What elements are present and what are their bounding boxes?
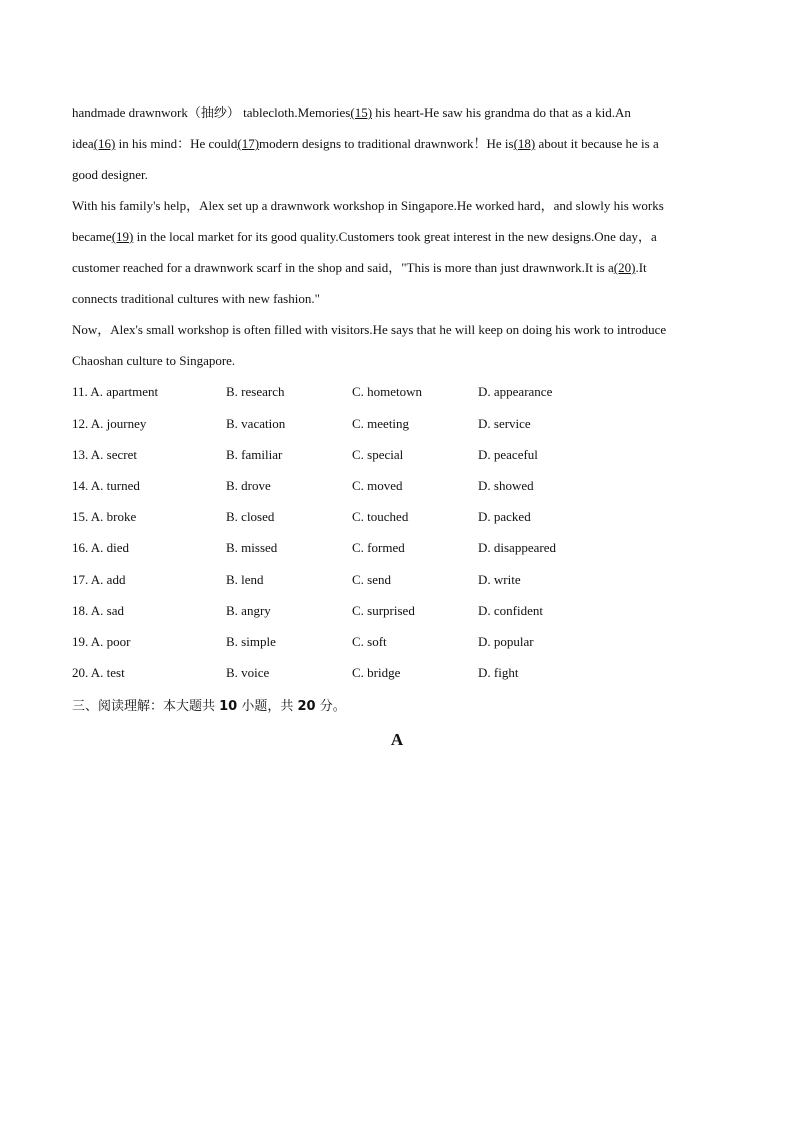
question-row	[72, 384, 722, 406]
option-b: B. drove	[226, 478, 271, 493]
option-a: 14. A. turned	[72, 478, 140, 493]
question-row	[72, 447, 722, 469]
option-a: 11. A. apartment	[72, 384, 159, 399]
option-b: B. familiar	[226, 447, 283, 462]
option-c: C. formed	[352, 540, 405, 555]
option-b: B. research	[226, 384, 285, 399]
passage-line: good designer.	[72, 167, 148, 182]
option-a: 13. A. secret	[72, 447, 137, 462]
option-d: D. appearance	[478, 384, 553, 399]
option-d: D. disappeared	[478, 540, 556, 555]
option-b: B. vacation	[226, 416, 286, 431]
option-c: C. touched	[352, 509, 409, 524]
option-d: D. confident	[478, 603, 543, 618]
blank-17: (17)	[237, 136, 260, 151]
option-d: D. write	[478, 572, 521, 587]
blank-16: (16)	[93, 136, 116, 151]
option-b: B. voice	[226, 665, 270, 680]
blank-19: (19)	[111, 229, 134, 244]
option-d: D. service	[478, 416, 531, 431]
passage-line: idea(16) in his mind：He could(17)modern designs to traditional drawnwork！He is(18) about it because he is a	[72, 136, 659, 151]
option-b: B. angry	[226, 603, 271, 618]
option-a: 18. A. sad	[72, 603, 124, 618]
passage-line: With his family's help，Alex set up a drawnwork workshop in Singapore.He worked hard，and slowly his works	[72, 198, 664, 213]
passage-line: Now，Alex's small workshop is often filled with visitors.He says that he will keep on doing his work to introduce	[72, 322, 667, 337]
option-c: C. surprised	[352, 603, 415, 618]
option-a: 12. A. journey	[72, 416, 147, 431]
question-row	[72, 509, 722, 531]
passage-line: customer reached for a drawnwork scarf in the shop and said，"This is more than just drawnwork.It is a(20).It	[72, 260, 647, 275]
question-row	[72, 540, 722, 562]
part-heading: A	[390, 730, 404, 749]
option-a: 16. A. died	[72, 540, 130, 555]
option-b: B. missed	[226, 540, 278, 555]
option-b: B. simple	[226, 634, 276, 649]
passage-paragraph-2	[72, 190, 722, 314]
option-c: C. meeting	[352, 416, 410, 431]
passage-line: connects traditional cultures with new fashion."	[72, 291, 320, 306]
section-title: 三、阅读理解：本大题共 10 小题，共 20 分。	[72, 699, 346, 714]
blank-18: (18)	[513, 136, 536, 151]
question-row	[72, 603, 722, 625]
passage-line: handmade drawnwork（抽纱） tablecloth.Memories(15) his heart-He saw his grandma do that as a kid.An	[72, 105, 631, 120]
option-a: 19. A. poor	[72, 634, 131, 649]
passage-line: became(19) in the local market for its good quality.Customers took great interest in the new designs.One day，a	[72, 229, 657, 244]
option-a: 15. A. broke	[72, 509, 137, 524]
option-c: C. send	[352, 572, 391, 587]
option-a: 20. A. test	[72, 665, 125, 680]
option-c: C. hometown	[352, 384, 423, 399]
question-row	[72, 665, 722, 687]
option-d: D. peaceful	[478, 447, 538, 462]
option-d: D. popular	[478, 634, 534, 649]
option-b: B. lend	[226, 572, 264, 587]
question-row	[72, 478, 722, 500]
question-row	[72, 416, 722, 438]
option-d: D. fight	[478, 665, 519, 680]
question-row	[72, 634, 722, 656]
option-c: C. moved	[352, 478, 403, 493]
option-d: D. showed	[478, 478, 534, 493]
option-d: D. packed	[478, 509, 531, 524]
option-a: 17. A. add	[72, 572, 126, 587]
option-c: C. special	[352, 447, 404, 462]
blank-20: (20)	[613, 260, 636, 275]
option-c: C. soft	[352, 634, 387, 649]
option-c: C. bridge	[352, 665, 401, 680]
passage-paragraph-1	[72, 97, 722, 190]
passage-line: Chaoshan culture to Singapore.	[72, 353, 236, 368]
blank-15: (15)	[350, 105, 373, 120]
question-row	[72, 572, 722, 594]
passage-paragraph-3	[72, 314, 722, 376]
option-b: B. closed	[226, 509, 275, 524]
